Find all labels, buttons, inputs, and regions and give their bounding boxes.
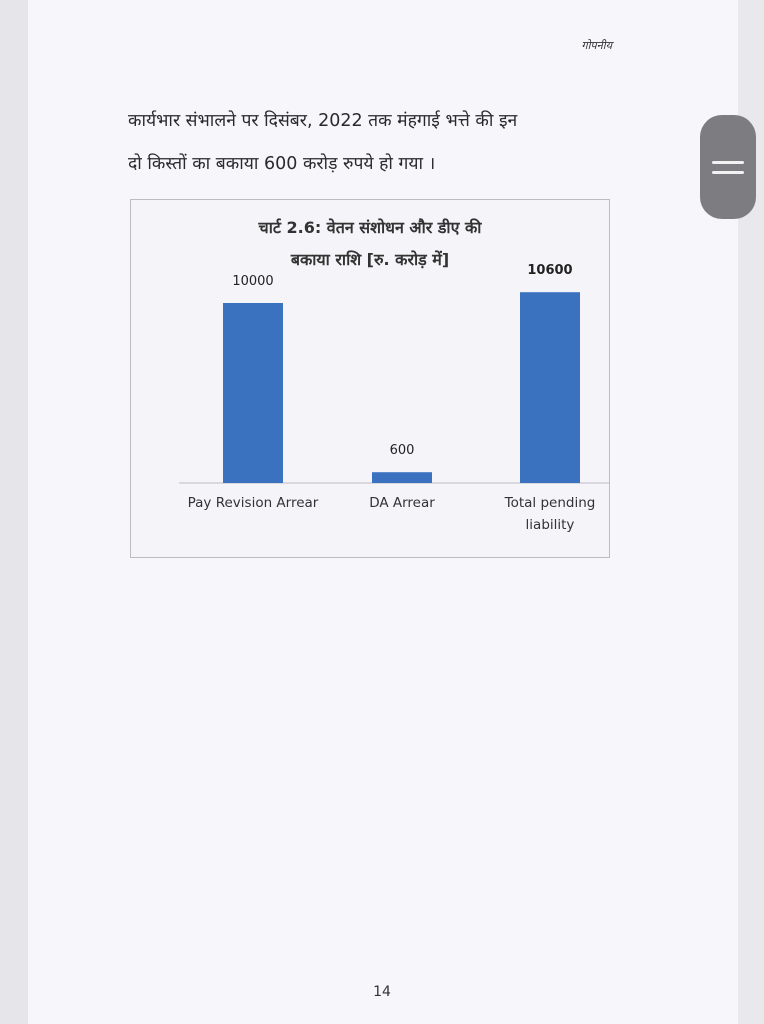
chart-plot: [131, 200, 609, 557]
scroll-handle[interactable]: [700, 115, 756, 219]
data-label: 600: [389, 443, 415, 459]
handle-grip-line: [712, 161, 744, 164]
data-label: 10600: [527, 263, 573, 279]
bar: [520, 292, 580, 483]
category-label: DA Arrear: [369, 495, 435, 511]
bar: [223, 303, 283, 483]
category-label: liability: [525, 517, 575, 533]
document-page: [28, 0, 738, 1024]
confidential-tag: गोपनीय: [581, 39, 612, 52]
chart-title-line: चार्ट 2.6: वेतन संशोधन और डीए की: [258, 218, 482, 237]
bar: [372, 472, 432, 483]
paragraph-line: दो किस्तों का बकाया 600 करोड़ रुपये हो गया ।: [128, 154, 436, 174]
category-label: Total pending: [504, 495, 596, 511]
handle-grip-line: [712, 171, 744, 174]
bar-chart: [130, 199, 610, 558]
chart-subtitle-line: बकाया राशि [रु. करोड़ में]: [290, 250, 450, 269]
paragraph-line: कार्यभार संभालने पर दिसंबर, 2022 तक मंहगाई भत्ते की इन: [128, 111, 518, 131]
data-label: 10000: [232, 274, 274, 289]
page-number: 14: [373, 984, 391, 1000]
category-label: Pay Revision Arrear: [187, 495, 319, 511]
body-paragraph: [128, 100, 648, 186]
left-margin: [0, 0, 28, 1024]
